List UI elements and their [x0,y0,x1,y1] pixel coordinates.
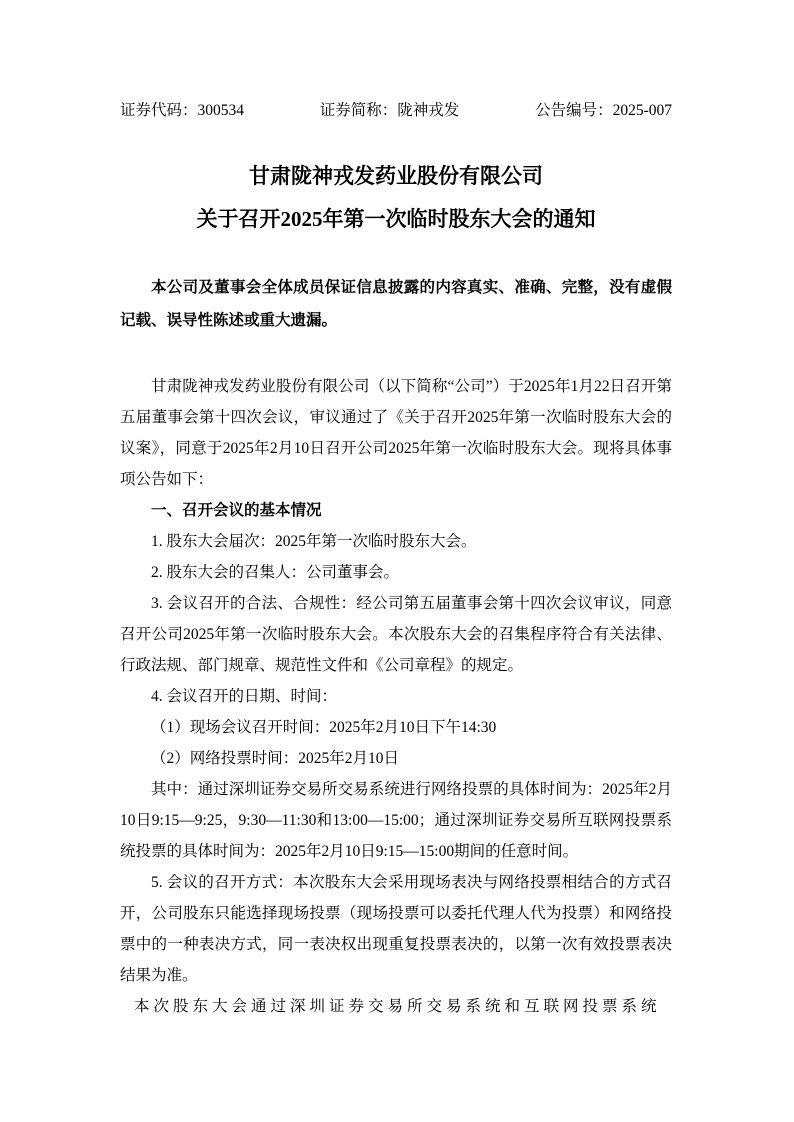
paragraph-item-4-sub-2: （2）网络投票时间：2025年2月10日 [151,750,400,767]
stock-code: 证券代码：300534 [120,102,245,119]
paragraph-voting-times: 其中：通过深圳证券交易所交易系统进行网络投票的具体时间为：2025年2月10日9:15—9:25，9:30—11:30和13:00—15:00；通过深圳证券交易所互联网投票系统投票的具体时间为：2025年2月10日9:15—15:00期间的任意时间。 [120,781,672,860]
paragraph-item-3: 3. 会议召开的合法、合规性：经公司第五届董事会第十四次会议审议，同意召开公司2025年第一次临时股东大会。本次股东大会的召集程序符合有关法律、行政法规、部门规章、规范性文件和《公司章程》的规定。 [120,595,672,674]
paragraph-item-4-sub-1: （1）现场会议召开时间：2025年2月10日下午14:30 [151,719,497,736]
announcement-number: 公告编号：2025-007 [535,102,672,119]
stock-name: 证券简称：陇神戎发 [319,102,460,119]
paragraph-item-5: 5. 会议的召开方式：本次股东大会采用现场表决与网络投票相结合的方式召开，公司股东只能选择现场投票（现场投票可以委托代理人代为投票）和网络投票中的一种表决方式，同一表决权出现重复投票表决的，以第一次有效投票表决结果为准。 [120,874,672,984]
disclaimer-paragraph: 本公司及董事会全体成员保证信息披露的内容真实、准确、完整，没有虚假记载、误导性陈述或重大遗漏。 [120,279,672,329]
paragraph-item-4: 4. 会议召开的日期、时间： [151,688,338,705]
doc-subtitle: 关于召开2025年第一次临时股东大会的通知 [196,207,596,231]
doc-header [120,101,672,121]
paragraph-item-2: 2. 股东大会的召集人：公司董事会。 [151,564,400,581]
paragraph-continuation: 本次股东大会通过深圳证券交易所交易系统和互联网投票系统 [134,998,661,1015]
section-heading: 一、召开会议的基本情况 [151,502,322,519]
doc-title: 甘肃陇神戎发药业股份有限公司 [249,164,543,188]
doc-body [120,371,672,1022]
paragraph-intro: 甘肃陇神戎发药业股份有限公司（以下简称“公司”）于2025年1月22日召开第五届董事会第十四次会议，审议通过了《关于召开2025年第一次临时股东大会的议案》，同意于2025年2月10日召开公司2025年第一次临时股东大会。现将具体事项公告如下： [120,378,672,488]
paragraph-item-1: 1. 股东大会届次：2025年第一次临时股东大会。 [151,533,477,550]
